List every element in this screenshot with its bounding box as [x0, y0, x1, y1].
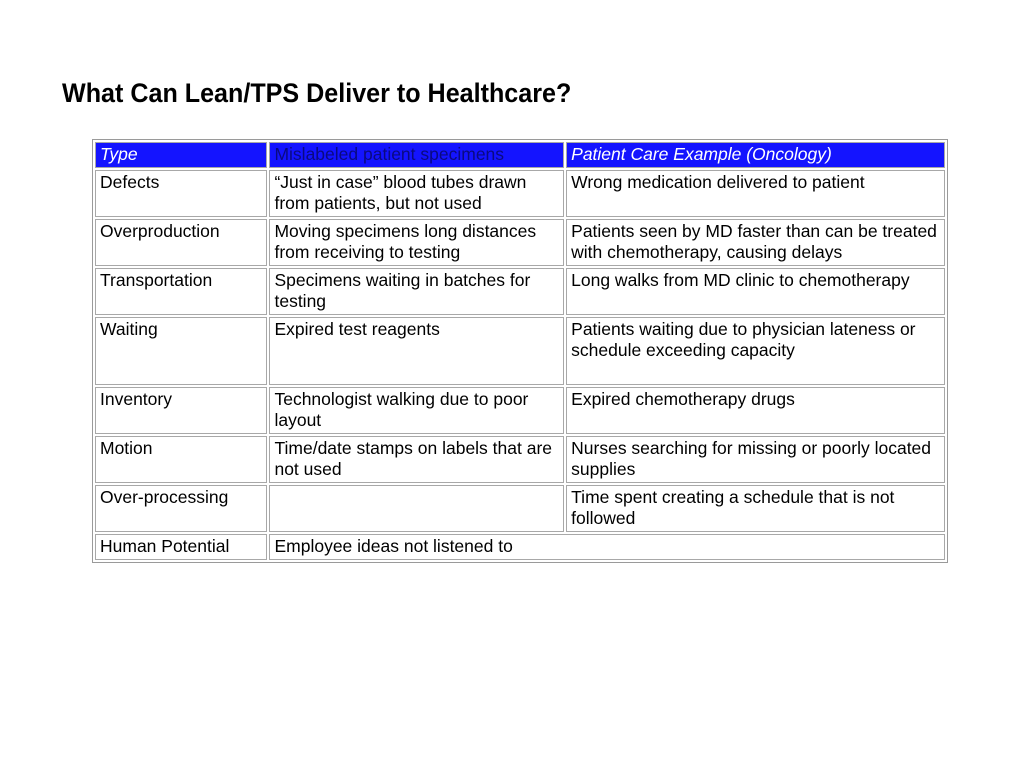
- cell-care: Expired chemotherapy drugs: [566, 387, 945, 434]
- cell-care: Patients seen by MD faster than can be treated with chemotherapy, causing delays: [566, 219, 945, 266]
- cell-care: Patients waiting due to physician lateness or schedule exceeding capacity: [566, 317, 945, 385]
- cell-lab: Employee ideas not listened to: [269, 534, 945, 560]
- header-type: Type: [95, 142, 267, 168]
- lean-waste-table: [92, 139, 948, 563]
- table-header-row: [95, 142, 945, 168]
- header-patient-care-example: Patient Care Example (Oncology): [566, 142, 945, 168]
- table-row: [95, 534, 945, 560]
- cell-lab: Moving specimens long distances from receiving to testing: [269, 219, 564, 266]
- cell-type: Inventory: [95, 387, 267, 434]
- cell-type: Transportation: [95, 268, 267, 315]
- cell-care: Nurses searching for missing or poorly located supplies: [566, 436, 945, 483]
- cell-type: Human Potential: [95, 534, 267, 560]
- table-row: [95, 317, 945, 385]
- cell-lab: Time/date stamps on labels that are not used: [269, 436, 564, 483]
- cell-lab: Specimens waiting in batches for testing: [269, 268, 564, 315]
- table-row: [95, 485, 945, 532]
- cell-type: Defects: [95, 170, 267, 217]
- table-row: [95, 436, 945, 483]
- header-lab-example: Mislabeled patient specimens: [269, 142, 564, 168]
- cell-type: Over-processing: [95, 485, 267, 532]
- cell-type: Motion: [95, 436, 267, 483]
- cell-lab: “Just in case” blood tubes drawn from patients, but not used: [269, 170, 564, 217]
- page-title: What Can Lean/TPS Deliver to Healthcare?: [62, 78, 572, 108]
- cell-type: Waiting: [95, 317, 267, 385]
- cell-care: Wrong medication delivered to patient: [566, 170, 945, 217]
- cell-care: Long walks from MD clinic to chemotherapy: [566, 268, 945, 315]
- table-row: [95, 170, 945, 217]
- table-row: [95, 387, 945, 434]
- cell-type: Overproduction: [95, 219, 267, 266]
- cell-lab: Technologist walking due to poor layout: [269, 387, 564, 434]
- table-row: [95, 268, 945, 315]
- table-row: [95, 219, 945, 266]
- cell-lab: [269, 485, 564, 532]
- cell-lab: Expired test reagents: [269, 317, 564, 385]
- cell-care: Time spent creating a schedule that is not followed: [566, 485, 945, 532]
